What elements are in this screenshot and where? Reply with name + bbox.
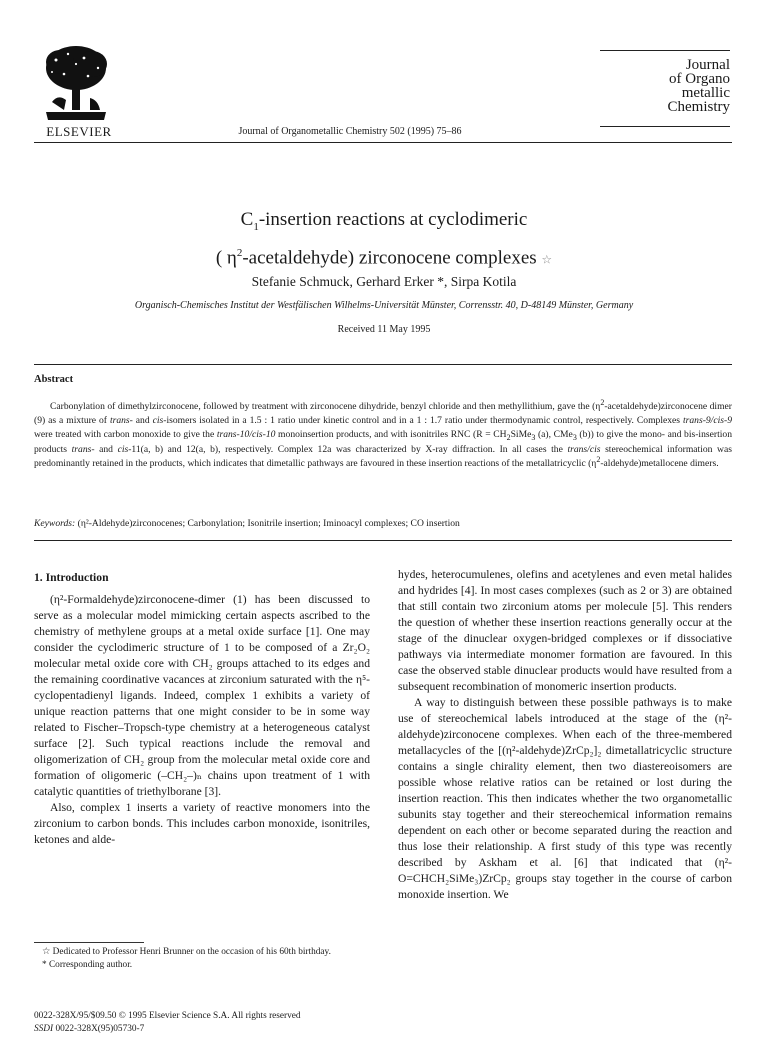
footnote-corresponding: * Corresponding author.: [42, 959, 133, 970]
copyright-block: [34, 1010, 394, 1035]
authors: Stefanie Schmuck, Gerhard Erker *, Sirpa Kotila: [251, 274, 517, 289]
copyright-line: 0022-328X/95/$09.50 © 1995 Elsevier Science S.A. All rights reserved: [34, 1011, 301, 1021]
paragraph: A way to distinguish between these possible pathways is to make use of stereochemical labels introduced at the stage of the (η²-aldehyde)zirconocene complexes. When each of the three-membered metallacycles of the [(η²-aldehyde)ZrCp₂]₂ dimetallatricyclic structure contains a single chirality element, then two diastereoisomers are possible whose relative ratios can be retained or lost during the insertion reaction. This then indicates whether the two organometallic subunits stay together and their stereochemical information remains dependent on each other or become separated during the reaction and thus lose their relationship. A first study of this type was recently described by Askham et al. [6] that indicated that (η²-O=CHCH₂SiMe₃)ZrCp₂ groups stay together in the course of carbon monoxide insertion. We: [398, 696, 732, 901]
abstract-text: Carbonylation of dimethylzirconocene, followed by treatment with zirconocene dihydride, benzyl chloride and then methyllithium, gave the $(\eta^2-acetaldehyde)zirconocene$ dimer (9) as a mixture of trans- and cis-isomers isolated in a 1.5 : 1 ratio under kinetic control and in a 1 : 1.7 ratio under thermodynamic control, respectively. Complexes trans-9/cis-9 were treated with carbon monoxide to give the trans-10/cis-10 monoinsertion products, and with isonitriles RNC ($R = CH_2SiMe_3$ (a), CMe$_3$ (b)) to give the mono- and bis-insertion products trans- and cis-11(a, b) and 12(a, b), respectively. Complex 12a was characterized by X-ray diffraction. In all cases the trans/cis stereochemical information was predominantly retained in the products, which indicates that dimetallic pathways are favoured in these insertion reactions of the metallatricyclic $(\eta^2-aldehyde)metallocene$ dimers.: [34, 397, 733, 469]
paragraph: Also, complex 1 inserts a variety of reactive monomers into the zirconium to carbon bonds. This includes carbon monoxide, isonitriles, ketones and alde-: [34, 801, 370, 846]
paragraph: (η²-Formaldehyde)zirconocene-dimer (1) has been discussed to serve as a molecular model mimicking certain aspects ascribed to the chemistry of methylene groups at a metal oxide surface [1]. One may consider the cyclodimeric structure of 1 to be composed of a Zr₂O₂ molecular metal oxide core with CH₂ groups attached to its edges and the remaining coordinative vacances at zirconium saturated with the η⁵-cyclopentadienyl ligands. Indeed, complex 1 exhibits a variety of unique reaction patterns that one might consider to be in some way related to Fischer–Tropsch-type chemistry at a heterogeneous catalyst surface [2]. Such typical reactions include the removal and oligomerization of CH₂ group from the molecular metal oxide core and formation of oligomeric (–CH₂–)ₙ chains upon treatment of 1 with catalytic quantities of triethylborane [3].: [34, 593, 370, 798]
title-footnote-mark[interactable]: ☆: [541, 252, 553, 267]
article-title: [100, 207, 668, 272]
title-line-1: $C_1$-insertion reactions at cyclodimeric: [240, 209, 528, 233]
abstract-top-rule: [34, 364, 732, 365]
abstract-bottom-rule: [34, 540, 732, 541]
ssdi-line: SSDI 0022-328X(95)05730-7: [34, 1023, 145, 1034]
received-date: Received 11 May 1995: [337, 324, 431, 335]
footnote-dedication: ☆ Dedicated to Professor Henri Brunner on the occasion of his 60th birthday.: [42, 947, 331, 957]
section-heading: 1. Introduction: [34, 571, 109, 584]
abstract-heading: Abstract: [34, 374, 74, 385]
logo-top-rule: [600, 50, 730, 51]
header-divider: [34, 142, 732, 143]
elsevier-tree-logo: [40, 42, 112, 124]
body-column-left: [34, 570, 370, 848]
journal-citation: Journal of Organometallic Chemistry 502 (1995) 75–86: [238, 126, 462, 137]
journal-logo: [600, 46, 730, 132]
logo-bottom-rule: [600, 126, 730, 127]
affiliation: Organisch-Chemisches Institut der Westfälischen Wilhelms-Universität Münster, Corrensstr. 40, D-48149 Münster, Germany: [134, 300, 634, 311]
paragraph: hydes, heterocumulenes, olefins and acetylenes and even metal halides and hydrides [4]. In most cases complexes (such as 2 or 3) are obtained that still contain two zirconium atoms per molecule [5]. This renders the question of whether these insertion reactions generally occur at the stage of the dinuclear oxygen-bridged complexes or if dissociative pathways via intermediate monomer formation are favoured. In this case the observed stable dinuclear products would have resulted from a subsequent recombination of monomeric insertion products.: [398, 568, 732, 693]
publisher-name: ELSEVIER: [46, 124, 112, 139]
footnote-rule: [34, 942, 144, 943]
keywords: [34, 518, 732, 529]
logo-word-metallic: metallic: [681, 85, 730, 101]
keywords-list: (η²-Aldehyde)zirconocenes; Carbonylation; Isonitrile insertion; Iminoacyl complexes; CO insertion: [77, 518, 460, 529]
logo-word-journal: Journal: [685, 57, 730, 73]
body-column-right: [398, 567, 732, 903]
logo-word-organo: of Organo: [669, 71, 730, 87]
footnotes: [34, 946, 374, 971]
title-line-2: ( $\eta^2-acetaldehyde$) zirconocene complexes ☆: [215, 246, 553, 269]
keywords-label: Keywords:: [34, 518, 76, 529]
logo-word-chemistry: Chemistry: [667, 99, 730, 115]
